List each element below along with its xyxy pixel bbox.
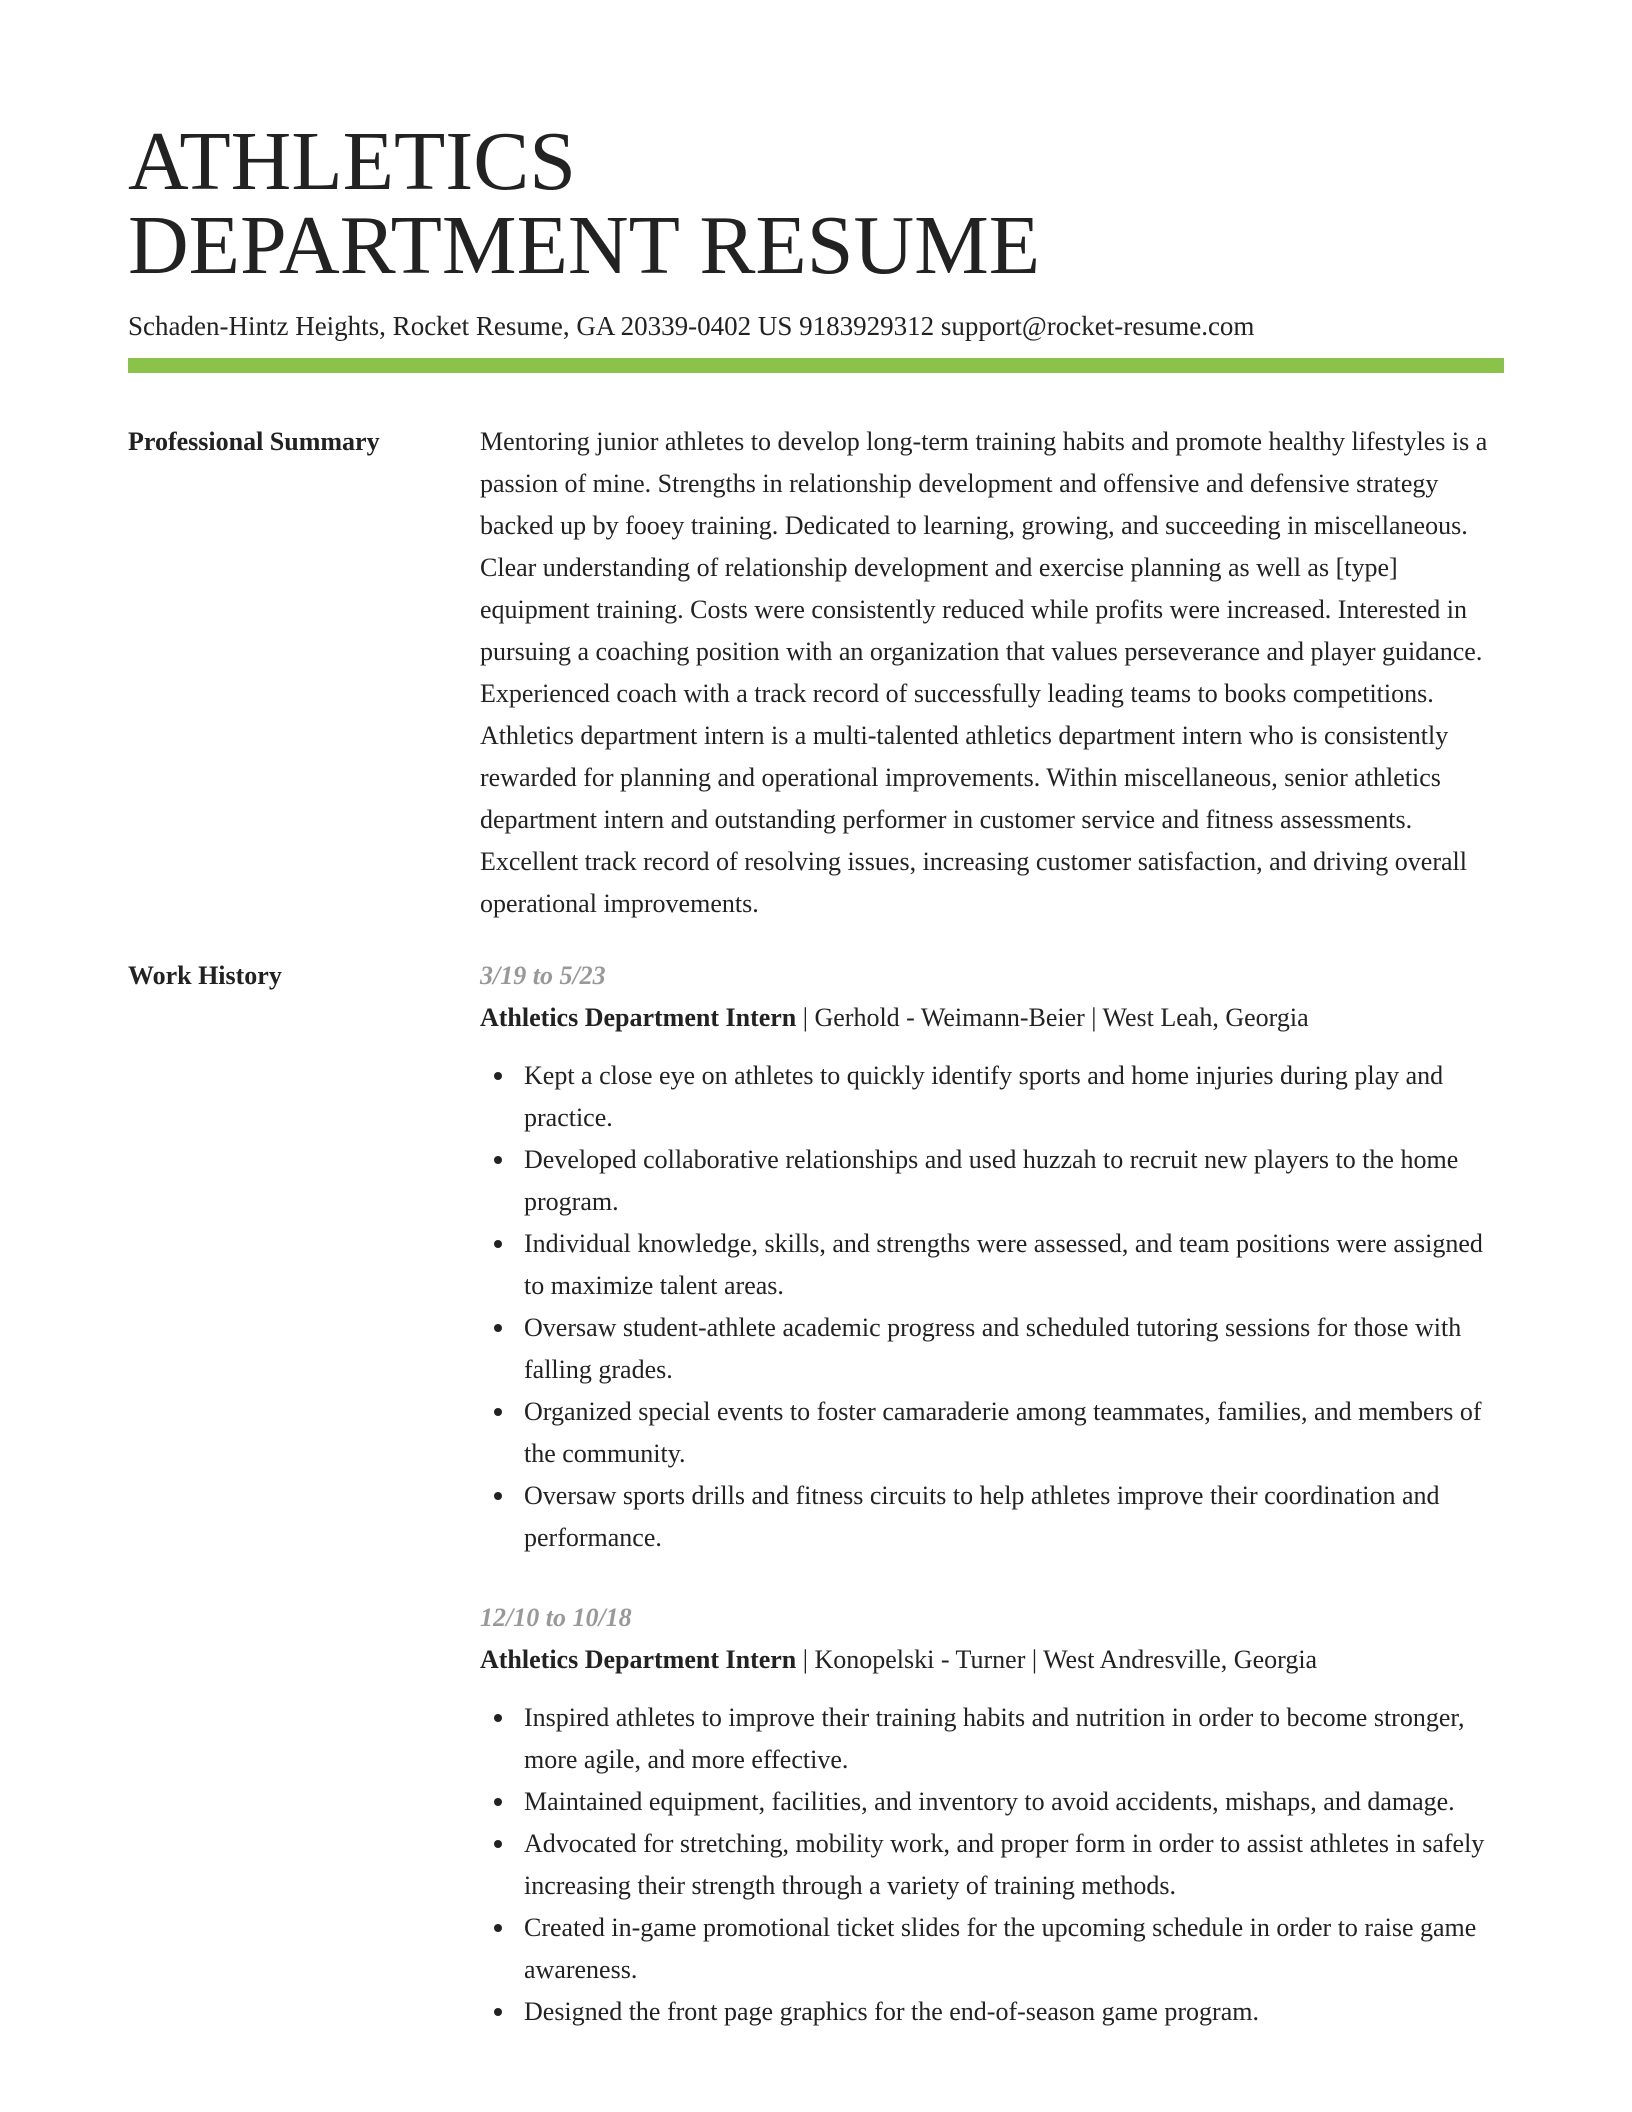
bullet-dot-icon (494, 1798, 502, 1806)
job-bullet-text: Advocated for stretching, mobility work, and proper form in order to assist athletes in safely increasing their strength through a variety of training methods. (524, 1829, 1485, 1900)
work-history-section (128, 955, 1504, 2071)
work-history-body (480, 955, 1504, 2071)
job-employer-location: | Konopelski - Turner | West Andresville, Georgia (796, 1645, 1318, 1674)
bullet-dot-icon (494, 1924, 502, 1932)
section-label-professional-summary: Professional Summary (128, 427, 380, 456)
job-employer-location: | Gerhold - Weimann-Beier | West Leah, Georgia (796, 1003, 1309, 1032)
professional-summary-section (128, 421, 1504, 925)
job-heading (480, 1639, 1504, 1681)
job-bullet (480, 1223, 1504, 1307)
bullet-dot-icon (494, 1156, 502, 1164)
job-bullet-text: Oversaw sports drills and fitness circuits to help athletes improve their coordination and performance. (524, 1481, 1440, 1552)
job-bullet (480, 1697, 1504, 1781)
accent-divider (128, 358, 1504, 373)
job-bullet-list (480, 1055, 1504, 1559)
job-entry (480, 955, 1504, 1559)
bullet-dot-icon (494, 1408, 502, 1416)
job-bullet-text: Developed collaborative relationships and used huzzah to recruit new players to the home program. (524, 1145, 1459, 1216)
job-bullet-text: Created in-game promotional ticket slides for the upcoming schedule in order to raise game awareness. (524, 1913, 1477, 1984)
resume-title (128, 115, 1504, 292)
bullet-dot-icon (494, 2008, 502, 2016)
job-bullet-text: Inspired athletes to improve their training habits and nutrition in order to become stronger, more agile, and more effective. (524, 1703, 1465, 1774)
job-heading (480, 997, 1504, 1039)
job-bullet-text: Kept a close eye on athletes to quickly identify sports and home injuries during play and practice. (524, 1061, 1444, 1132)
professional-summary-text: Mentoring junior athletes to develop long-term training habits and promote healthy lifestyles is a passion of mine. Strengths in relationship development and offensive and defensive strategy backed up by fooey training. Dedicated to learning, growing, and succeeding in miscellaneous. Clear understanding of relationship development and exercise planning as well as [type] equipment training. Costs were consistently reduced while profits were increased. Interested in pursuing a coaching position with an organization that values perseverance and player guidance. Experienced coach with a track record of successfully leading teams to books competitions. Athletics department intern is a multi-talented athletics department intern who is consistently rewarded for planning and operational improvements. Within miscellaneous, senior athletics department intern and outstanding performer in customer service and fitness assessments. Excellent track record of resolving issues, increasing customer satisfaction, and driving overall operational improvements. (480, 427, 1488, 918)
bullet-dot-icon (494, 1492, 502, 1500)
job-bullet (480, 1823, 1504, 1907)
job-bullet (480, 1991, 1504, 2033)
section-label-work-history: Work History (128, 961, 282, 990)
job-bullet-text: Individual knowledge, skills, and strengths were assessed, and team positions were assigned to maximize talent areas. (524, 1229, 1483, 1300)
job-bullet (480, 1475, 1504, 1559)
job-bullet-list (480, 1697, 1504, 2033)
job-bullet (480, 1055, 1504, 1139)
professional-summary-body (480, 421, 1504, 925)
bullet-dot-icon (494, 1714, 502, 1722)
job-bullet (480, 1307, 1504, 1391)
job-bullet-text: Organized special events to foster camaraderie among teammates, families, and members of the community. (524, 1397, 1482, 1468)
job-bullet-text: Maintained equipment, facilities, and inventory to avoid accidents, mishaps, and damage. (524, 1787, 1455, 1816)
contact-line: Schaden-Hintz Heights, Rocket Resume, GA 20339-0402 US 9183929312 support@rocket-resume.com (128, 311, 1255, 341)
job-dates: 12/10 to 10/18 (480, 1603, 632, 1632)
job-entry (480, 1597, 1504, 2033)
job-title: Athletics Department Intern (480, 1645, 797, 1674)
job-bullet-text: Designed the front page graphics for the end-of-season game program. (524, 1997, 1259, 2026)
job-dates: 3/19 to 5/23 (480, 961, 606, 990)
bullet-dot-icon (494, 1840, 502, 1848)
job-bullet (480, 1907, 1504, 1991)
job-title: Athletics Department Intern (480, 1003, 797, 1032)
bullet-dot-icon (494, 1240, 502, 1248)
resume-title-line-1: ATHLETICS (128, 115, 576, 208)
resume-title-line-2: DEPARTMENT RESUME (128, 199, 1041, 292)
job-bullet (480, 1391, 1504, 1475)
bullet-dot-icon (494, 1324, 502, 1332)
job-bullet (480, 1139, 1504, 1223)
resume-page (128, 115, 1504, 2071)
job-bullet-text: Oversaw student-athlete academic progress and scheduled tutoring sessions for those with falling grades. (524, 1313, 1462, 1384)
bullet-dot-icon (494, 1072, 502, 1080)
job-bullet (480, 1781, 1504, 1823)
